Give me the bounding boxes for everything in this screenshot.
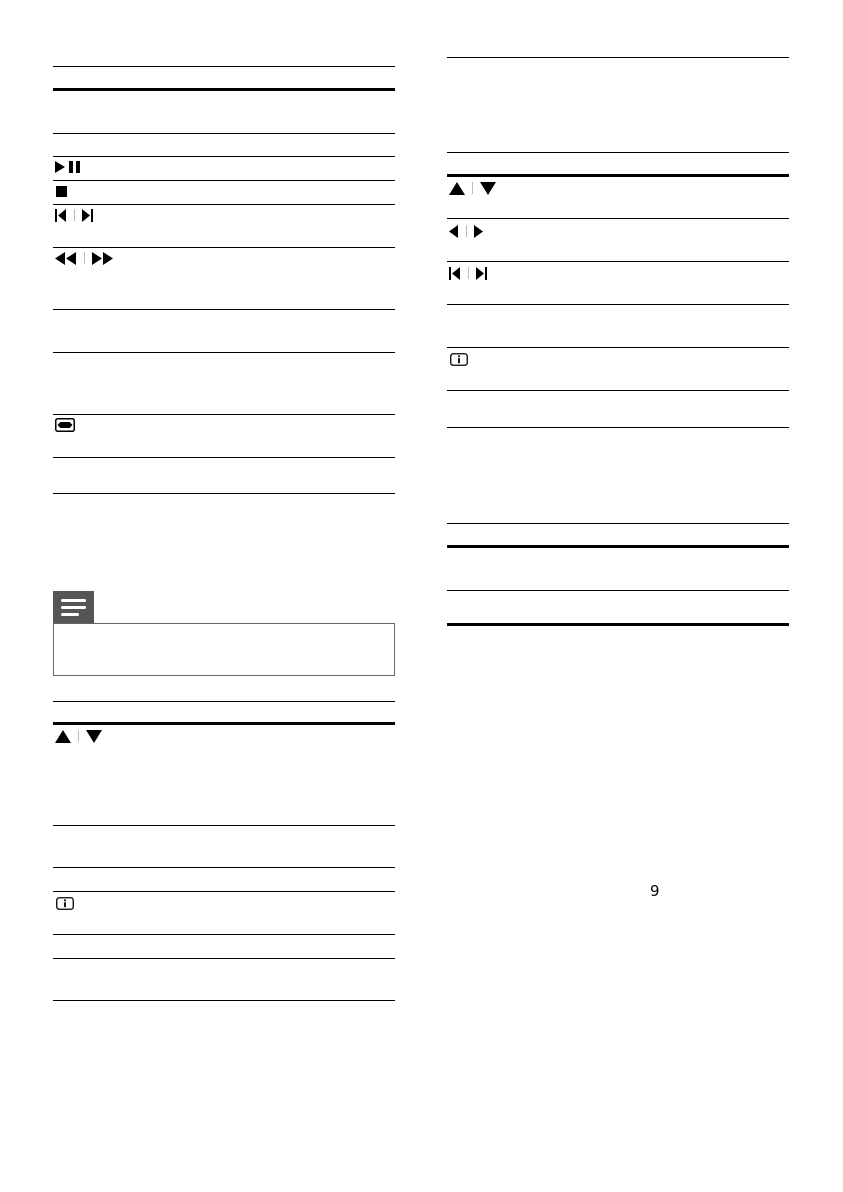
table-rule — [53, 204, 395, 205]
table-rule — [53, 247, 395, 248]
table-rule — [53, 891, 395, 892]
stop-icon — [56, 185, 68, 199]
table-rule — [53, 1000, 395, 1001]
table-rule — [53, 493, 395, 494]
table-rule — [447, 57, 789, 58]
table-rule — [53, 825, 395, 826]
table-rule — [447, 427, 789, 428]
table-rule — [53, 414, 395, 415]
aspect-ratio-icon — [55, 418, 75, 432]
table-rule — [447, 152, 789, 153]
table-rule — [53, 156, 395, 157]
table-rule — [447, 590, 789, 591]
table-rule — [53, 309, 395, 310]
table-header-rule — [447, 545, 789, 548]
table-rule — [53, 958, 395, 959]
play-pause-icon — [55, 160, 83, 174]
table-rule — [447, 523, 789, 524]
table-rule — [53, 180, 395, 181]
table-rule — [53, 66, 395, 67]
table-rule — [447, 304, 789, 305]
table-rule — [447, 347, 789, 348]
info-icon — [56, 896, 74, 910]
prev-next-icon — [55, 208, 94, 222]
page-number: 9 — [650, 882, 660, 900]
table-header-rule — [447, 174, 789, 177]
table-header-rule — [53, 722, 395, 725]
table-rule — [53, 133, 395, 134]
note-icon — [53, 591, 94, 623]
table-rule — [53, 867, 395, 868]
table-bottom-rule — [447, 623, 789, 626]
prev-next-icon — [449, 266, 488, 280]
left-right-arrow-icon — [449, 224, 484, 238]
table-rule — [53, 352, 395, 353]
note-box — [53, 623, 395, 676]
table-rule — [53, 934, 395, 935]
up-down-arrow-icon — [449, 181, 496, 195]
table-rule — [447, 261, 789, 262]
table-rule — [53, 701, 395, 702]
table-header-rule — [53, 88, 395, 91]
table-rule — [53, 457, 395, 458]
info-icon — [450, 352, 468, 366]
up-down-arrow-icon — [55, 729, 102, 743]
table-rule — [447, 218, 789, 219]
rewind-forward-icon — [55, 251, 114, 265]
table-rule — [447, 390, 789, 391]
